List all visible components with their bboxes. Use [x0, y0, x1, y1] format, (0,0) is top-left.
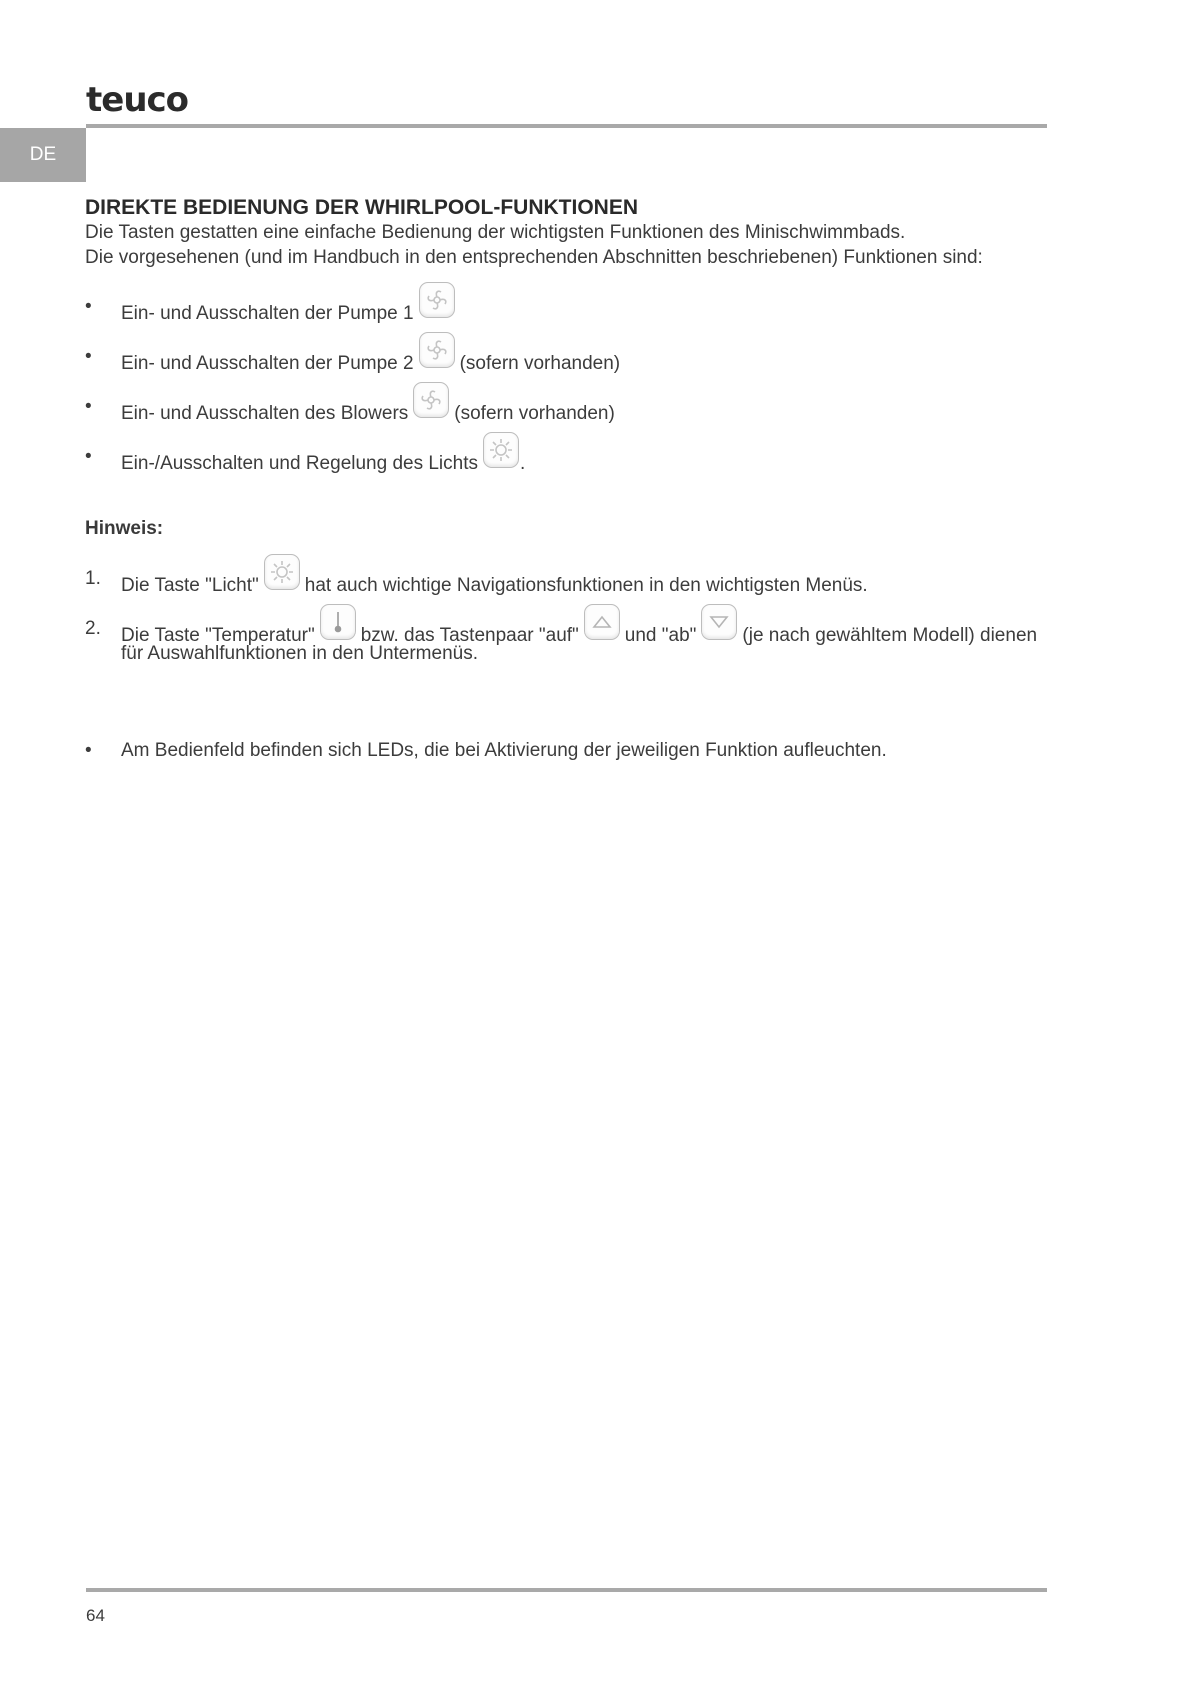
thermometer-icon [320, 604, 356, 640]
function-text: Ein- und Ausschalten der Pumpe 1 [121, 303, 414, 324]
bullet-marker: • [85, 346, 92, 367]
note-number: 1. [85, 568, 101, 589]
fan-icon [419, 332, 455, 368]
brand-logo: teuco [86, 80, 189, 120]
bullet-marker: • [85, 296, 92, 317]
arrow-up-icon [584, 604, 620, 640]
sun-icon [483, 432, 519, 468]
sun-icon [264, 554, 300, 590]
function-text: Ein-/Ausschalten und Regelung des Lichts [121, 453, 479, 474]
fan-icon [419, 282, 455, 318]
note-label: Hinweis: [85, 518, 164, 539]
header-rule [86, 124, 1047, 128]
note-text: (je nach gewähltem Modell) dienen [742, 625, 1038, 646]
intro-line-2: Die vorgesehenen (und im Handbuch in den entsprechenden Abschnitten beschriebenen) Funktionen sind: [85, 247, 983, 268]
note-text: Die Taste "Temperatur" [121, 625, 315, 646]
function-text: Ein- und Ausschalten des Blowers [121, 403, 409, 424]
note-text: hat auch wichtige Navigationsfunktionen in den wichtigsten Menüs. [304, 575, 868, 596]
note-text-continued: für Auswahlfunktionen in den Untermenüs. [121, 643, 478, 664]
bullet-marker: • [85, 396, 92, 417]
bullet-marker: • [85, 740, 92, 761]
section-title: DIREKTE BEDIENUNG DER WHIRLPOOL-FUNKTIONEN [85, 196, 638, 219]
bullet-marker: • [85, 446, 92, 467]
function-suffix: (sofern vorhanden) [459, 353, 621, 374]
led-note-text: Am Bedienfeld befinden sich LEDs, die bei Aktivierung der jeweiligen Funktion aufleuchten. [121, 740, 887, 761]
note-text: bzw. das Tastenpaar "auf" [360, 625, 579, 646]
note-number: 2. [85, 618, 101, 639]
function-suffix: . [520, 453, 526, 474]
function-text: Ein- und Ausschalten der Pumpe 2 [121, 353, 414, 374]
page-number: 64 [86, 1606, 105, 1625]
function-suffix: (sofern vorhanden) [454, 403, 615, 424]
fan-icon [413, 382, 449, 418]
language-tab: DE [0, 128, 86, 182]
arrow-down-icon [701, 604, 737, 640]
note-text: und "ab" [624, 625, 697, 646]
note-text: Die Taste "Licht" [121, 575, 259, 596]
footer-rule [86, 1588, 1047, 1592]
intro-line-1: Die Tasten gestatten eine einfache Bedienung der wichtigsten Funktionen des Minischwimmbads. [85, 222, 906, 243]
